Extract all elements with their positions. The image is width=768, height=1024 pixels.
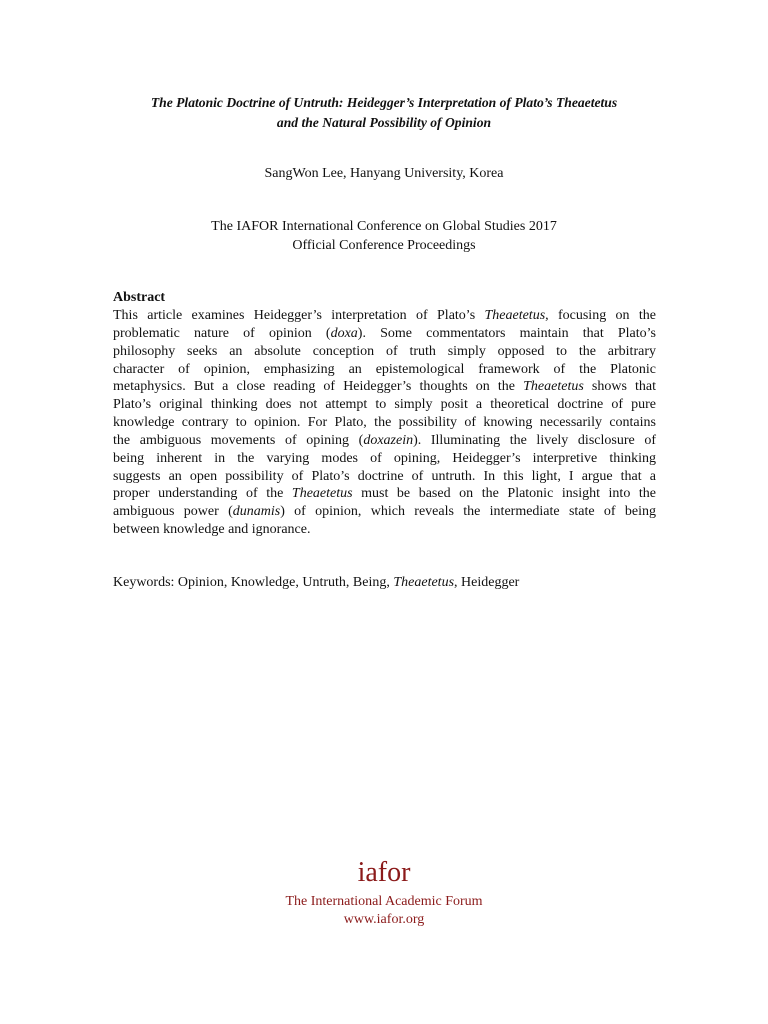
conference-name: The IAFOR International Conference on Global Studies 2017 — [211, 219, 557, 234]
abstract-heading: Abstract — [113, 290, 166, 305]
text-run: ambiguous power ( — [113, 504, 233, 520]
text-run: , Heidegger — [454, 575, 520, 590]
text-run: ) of opinion, which reveals the intermediate state of being — [280, 504, 657, 520]
text-run: proper understanding of the — [113, 486, 292, 502]
conference-info — [0, 218, 768, 255]
abstract-line — [113, 503, 656, 521]
abstract-line — [113, 361, 656, 379]
abstract-line — [113, 378, 656, 396]
text-run: must be based on the Platonic insight into the — [352, 486, 656, 502]
italic-term: Theaetetus — [291, 486, 353, 502]
text-run: knowledge contrary to opinion. For Plato, the possibility of knowing necessarily contains — [113, 415, 656, 431]
text-run: metaphysics. But a close reading of Heidegger’s thoughts on the — [113, 379, 524, 395]
text-run: between knowledge and ignorance. — [113, 522, 311, 538]
abstract-line — [113, 396, 656, 414]
abstract-line — [113, 325, 656, 343]
text-run: shows that — [583, 379, 656, 395]
abstract-line — [113, 485, 656, 503]
abstract-line — [113, 521, 656, 539]
italic-term: dunamis — [232, 504, 281, 520]
text-run: Keywords: Opinion, Knowledge, Untruth, Being, — [113, 575, 394, 590]
abstract-line — [113, 414, 656, 432]
abstract-line — [113, 343, 656, 361]
text-run: ). Some commentators maintain that Plato’s — [357, 325, 656, 341]
iafor-logo: iafor — [357, 857, 411, 888]
italic-term: doxa — [330, 325, 358, 341]
title-line-2: and the Natural Possibility of Opinion — [276, 115, 492, 130]
text-run: philosophy seeks an absolute conception of truth simply opposed to the arbitrary — [113, 343, 656, 359]
paper-title — [100, 93, 668, 133]
text-run: , focusing on the — [545, 308, 656, 323]
italic-term: doxazein — [363, 432, 414, 448]
italic-term: Theaetetus — [523, 379, 584, 395]
keywords — [113, 574, 519, 592]
text-run: ). Illuminating the lively disclosure of — [413, 432, 656, 448]
italic-term: Theaetetus — [484, 308, 546, 323]
title-line-1: The Platonic Doctrine of Untruth: Heidegger’s Interpretation of Plato’s Theaetetus — [150, 95, 618, 110]
text-run: being inherent in the varying modes of opining, Heidegger’s interpretive thinking — [113, 450, 656, 466]
text-run: the ambiguous movements of opining ( — [113, 432, 364, 448]
text-run: Plato’s original thinking does not attempt to simply posit a theoretical doctrine of pure — [113, 397, 656, 413]
abstract-line — [113, 468, 656, 486]
author-affiliation: SangWon Lee, Hanyang University, Korea — [264, 166, 504, 181]
text-run: problematic nature of opinion ( — [113, 325, 331, 341]
italic-term: Theaetetus — [393, 575, 455, 590]
organization-url: www.iafor.org — [343, 912, 425, 927]
text-run: suggests an open possibility of Plato’s doctrine of untruth. In this light, I argue that a — [113, 468, 656, 484]
abstract-line — [113, 307, 656, 325]
abstract-line — [113, 432, 656, 450]
text-run: character of opinion, emphasizing an epistemological framework of the Platonic — [113, 361, 656, 377]
conference-proceedings: Official Conference Proceedings — [292, 237, 476, 253]
organization-name: The International Academic Forum — [285, 894, 483, 909]
abstract-line — [113, 450, 656, 468]
text-run: This article examines Heidegger’s interpretation of Plato’s — [113, 308, 485, 323]
abstract-body — [113, 307, 656, 539]
